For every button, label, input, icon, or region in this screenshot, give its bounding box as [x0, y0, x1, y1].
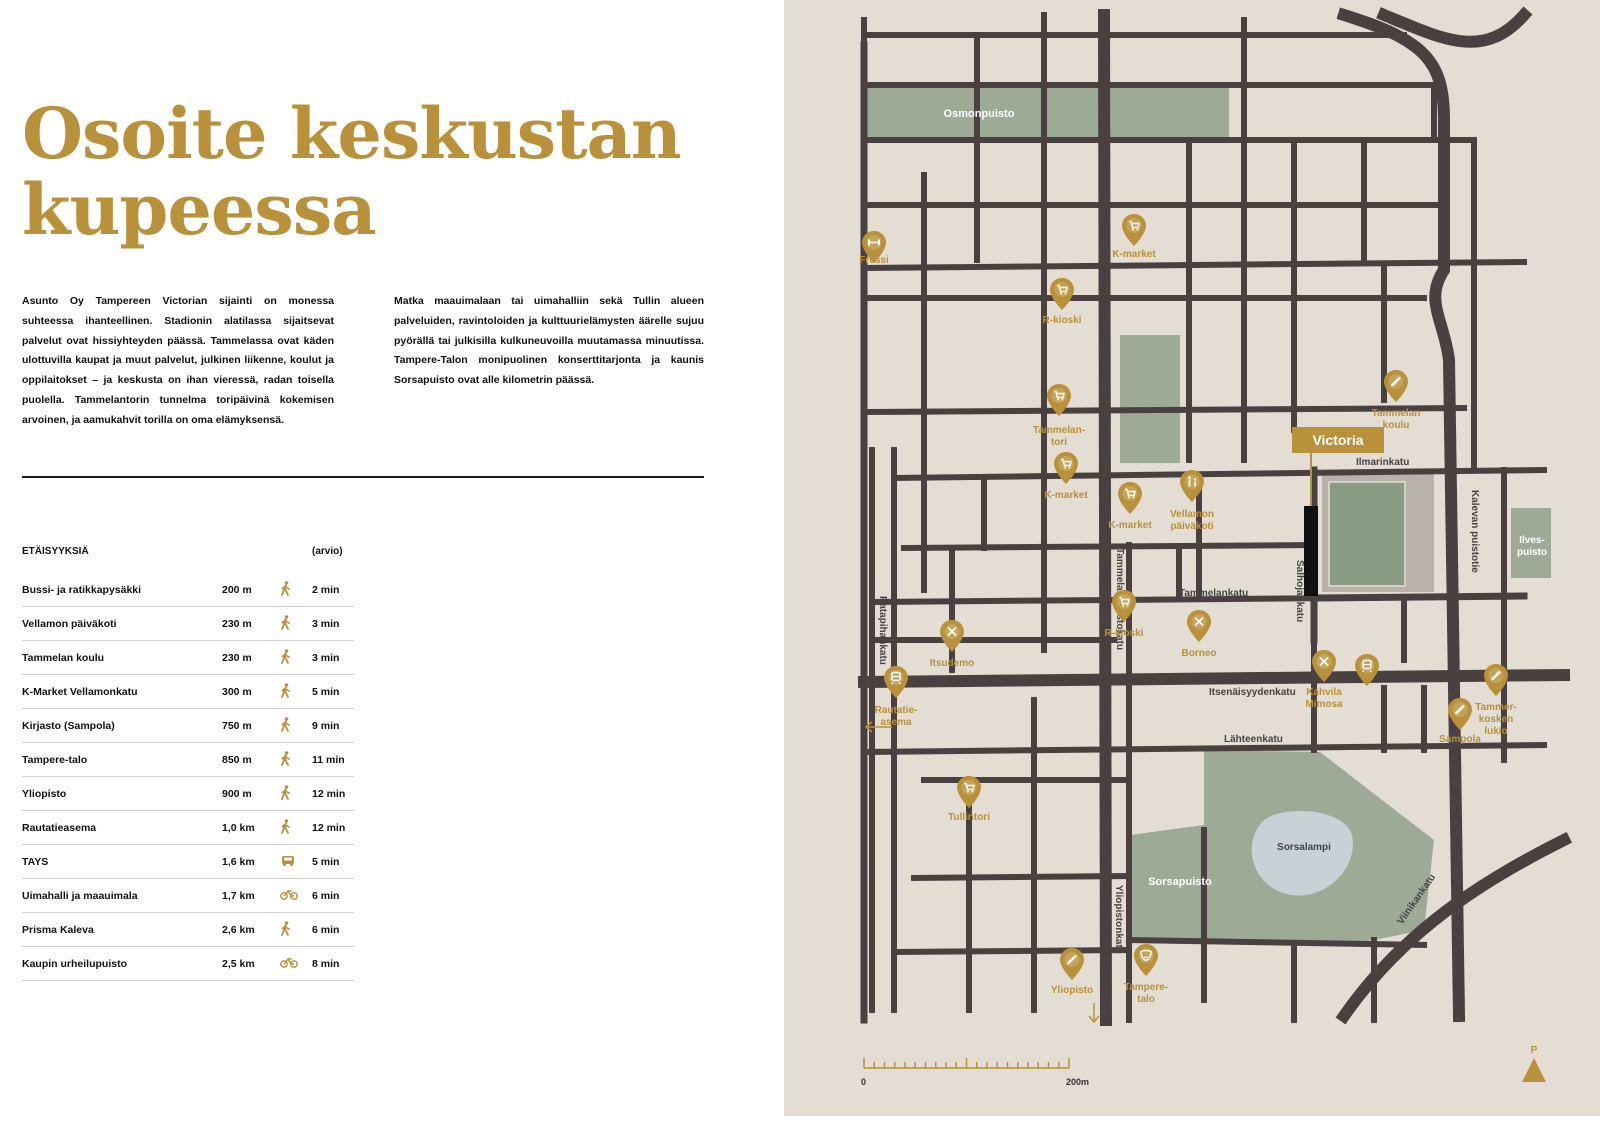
- victoria-building: [1304, 506, 1318, 596]
- poi-kmarket-ilm: [1108, 482, 1152, 531]
- kalevan-puistotie-label: Kalevan puistotie: [1469, 490, 1480, 573]
- distance-row: [22, 879, 354, 913]
- distance-row: [22, 675, 354, 709]
- poi-label: Kahvila Mimosa: [1305, 687, 1343, 710]
- distance-value: 200 m: [222, 584, 252, 596]
- distance-row: [22, 709, 354, 743]
- distance-value: 1,7 km: [222, 890, 255, 902]
- poi-label: Tullintori: [947, 812, 991, 823]
- distance-value: 750 m: [222, 720, 252, 732]
- bike-icon: [280, 887, 298, 903]
- poi-label: Tammer-kosken lukio: [1475, 702, 1517, 737]
- poi-label: Itsudemo: [929, 658, 975, 669]
- tammelan-puistokatu-road: [1104, 15, 1106, 1020]
- distance-table: [22, 573, 354, 981]
- map-pin-icon: [884, 666, 908, 698]
- poi-rautatieasema: [875, 666, 918, 728]
- walk-icon: [280, 921, 298, 937]
- scale-bar: [864, 1058, 1069, 1068]
- poi-tammelantori: [1033, 384, 1085, 448]
- poi-label: K-market: [1108, 520, 1152, 531]
- distance-row: [22, 811, 354, 845]
- walk-icon: [280, 649, 298, 665]
- walk-icon: [280, 683, 298, 699]
- itsenaisyydenkatu-label: Itsenäisyydenkatu: [1209, 687, 1296, 698]
- distance-time: 6 min: [312, 890, 340, 902]
- area-map: [784, 0, 1600, 1116]
- intro-paragraph-1: Asunto Oy Tampereen Victorian sijainti on monessa suhteessa ihanteellinen. Stadionin alatilassa sijaitsevat palvelut ovat hissiyhteyden päässä. Tammelassa ovat käden ulottuvilla kaupat ja muut palvelut, julkinen liikenne, koulut ja oppilaitokset – ja keskusta on ihan vieressä, radan toisella puolella. Tammelantorin tunnelma toripäivinä kokemisen arvoinen, ja aamukahvit torilla on oma elämyksensä.: [22, 295, 334, 426]
- distance-row: [22, 913, 354, 947]
- walk-icon: [280, 717, 298, 733]
- distance-time: 3 min: [312, 652, 340, 664]
- osmonpuisto-label: Osmonpuisto: [943, 108, 1015, 120]
- distance-time: 11 min: [312, 754, 345, 766]
- distance-place: Uimahalli ja maauimala: [22, 890, 138, 902]
- walk-icon: [280, 819, 298, 835]
- north-arrow-icon: [1522, 1058, 1546, 1082]
- tammelantori-park: [1120, 335, 1180, 463]
- poi-itsudemo: [930, 620, 974, 669]
- poi-label: Tammelan koulu: [1371, 408, 1421, 431]
- stadium-pitch: [1329, 482, 1405, 586]
- distance-place: Kaupin urheilupuisto: [22, 958, 127, 970]
- distance-value: 2,5 km: [222, 958, 255, 970]
- distance-time: 2 min: [312, 584, 340, 596]
- walk-icon: [280, 581, 298, 597]
- sorsalampi-label: Sorsalampi: [1277, 842, 1331, 853]
- distance-place: Rautatieasema: [22, 822, 97, 834]
- viinikankatu-label: Viinikankatu: [1395, 872, 1439, 927]
- distance-time: 8 min: [312, 958, 340, 970]
- poi-tullintori: [948, 776, 990, 823]
- distance-value: 230 m: [222, 618, 252, 630]
- distance-row: [22, 947, 354, 981]
- ilvespuisto-label: Ilves-puisto: [1517, 535, 1547, 558]
- distance-place: Prisma Kaleva: [22, 924, 94, 936]
- distance-row: [22, 777, 354, 811]
- ratapihankatu-label: Ratapihankatu: [877, 596, 888, 665]
- distance-place: Kirjasto (Sampola): [22, 720, 115, 732]
- distance-time: 9 min: [312, 720, 340, 732]
- poi-label: R-kioski: [1104, 628, 1144, 639]
- poi-kmarket-top: [1112, 214, 1156, 260]
- map-pin-icon: [940, 620, 964, 652]
- distance-value: 300 m: [222, 686, 252, 698]
- poi-label: Tampere-talo: [1123, 982, 1169, 1005]
- scale-end-label: 200m: [1066, 1077, 1090, 1087]
- estimate-label: (arvio): [312, 546, 343, 557]
- poi-tammelan-koulu: [1372, 370, 1421, 431]
- sorsapuisto-label: Sorsapuisto: [1148, 876, 1212, 888]
- distance-place: Vellamon päiväkoti: [22, 618, 117, 630]
- distance-row: [22, 743, 354, 777]
- distance-row: [22, 845, 354, 879]
- poi-label: Vellamon päiväkoti: [1170, 509, 1214, 532]
- poi-borneo: [1182, 610, 1217, 659]
- map-pin-icon: [1384, 370, 1408, 402]
- poi-yliopisto: [1051, 948, 1093, 996]
- poi-label: R-kioski: [1042, 315, 1082, 326]
- map-pin-icon: [1050, 278, 1074, 310]
- distance-time: 5 min: [312, 856, 340, 868]
- distance-value: 2,6 km: [222, 924, 255, 936]
- lahteenkatu-label: Lähteenkatu: [1224, 734, 1283, 745]
- distances-heading: ETÄISYYKSIÄ: [22, 546, 89, 557]
- distance-row: [22, 607, 354, 641]
- info-page: [0, 0, 784, 1116]
- salhojankatu-label: Salhojankatu: [1294, 560, 1305, 623]
- map-pin-icon: [1122, 214, 1146, 246]
- map-panel: [784, 0, 1600, 1116]
- distance-time: 5 min: [312, 686, 340, 698]
- poi-label: Rautatie-asema: [874, 705, 918, 728]
- distance-place: K-Market Vellamonkatu: [22, 686, 138, 698]
- distance-time: 3 min: [312, 618, 340, 630]
- poi-vellamon: [1170, 470, 1214, 532]
- distance-value: 230 m: [222, 652, 252, 664]
- poi-label: K-market: [1044, 490, 1088, 501]
- ilmarinkatu-label: Ilmarinkatu: [1356, 457, 1410, 468]
- map-pin-icon: [1187, 610, 1211, 642]
- poi-label: Borneo: [1181, 648, 1217, 659]
- map-pin-icon: [1118, 482, 1142, 514]
- title-line-2: kupeessa: [22, 168, 376, 251]
- intro-paragraph-2: Matka maauimalaan tai uimahalliin sekä Tullin alueen palveluiden, ravintoloiden ja kulttuurielämysten äärelle sujuu pyörällä tai julkisilla kulkuneuvoilla muutamassa minuutissa. Tampere-Talon monipuolinen konserttitarjonta ja kaunis Sorsapuisto ovat alle kilometrin päässä.: [394, 295, 704, 387]
- map-pin-icon: [957, 776, 981, 808]
- distance-place: Tammelan koulu: [22, 652, 105, 664]
- scale-zero-label: 0: [861, 1077, 867, 1087]
- distance-time: 12 min: [312, 788, 346, 800]
- walk-icon: [280, 785, 298, 801]
- yliopistonkatu-label: Yliopistonkatu: [1113, 885, 1124, 954]
- page-title: [22, 92, 681, 251]
- poi-label: Yliopisto: [1050, 985, 1094, 996]
- south-arrow: [1089, 1003, 1099, 1022]
- distance-value: 1,6 km: [222, 856, 255, 868]
- north-label: P: [1530, 1045, 1538, 1056]
- distance-value: 900 m: [222, 788, 252, 800]
- distance-row: [22, 573, 354, 607]
- map-pin-icon: [1054, 452, 1078, 484]
- distance-time: 6 min: [312, 924, 340, 936]
- distance-value: 850 m: [222, 754, 252, 766]
- distance-time: 12 min: [312, 822, 346, 834]
- distance-row: [22, 641, 354, 675]
- tammelankatu-label: Tammelankatu: [1179, 588, 1249, 599]
- divider: [22, 476, 704, 478]
- poi-label: Tammelan-tori: [1032, 425, 1086, 448]
- walk-icon: [280, 751, 298, 767]
- distance-place: Yliopisto: [22, 788, 67, 800]
- bike-icon: [280, 955, 298, 971]
- distance-place: Tampere-talo: [22, 754, 88, 766]
- victoria-label: Victoria: [1312, 432, 1364, 448]
- poi-label: Sampola: [1439, 734, 1481, 745]
- map-pin-icon: [1060, 948, 1084, 980]
- poi-label: K-market: [1112, 249, 1156, 260]
- title-line-1: Osoite keskustan: [22, 92, 681, 175]
- poi-label: Fressi: [859, 255, 889, 266]
- car-icon: [280, 853, 298, 869]
- walk-icon: [280, 615, 298, 631]
- distance-place: Bussi- ja ratikkapysäkki: [22, 584, 142, 596]
- distance-place: TAYS: [22, 856, 49, 868]
- poi-rkioski-top: [1043, 278, 1082, 326]
- distance-value: 1,0 km: [222, 822, 255, 834]
